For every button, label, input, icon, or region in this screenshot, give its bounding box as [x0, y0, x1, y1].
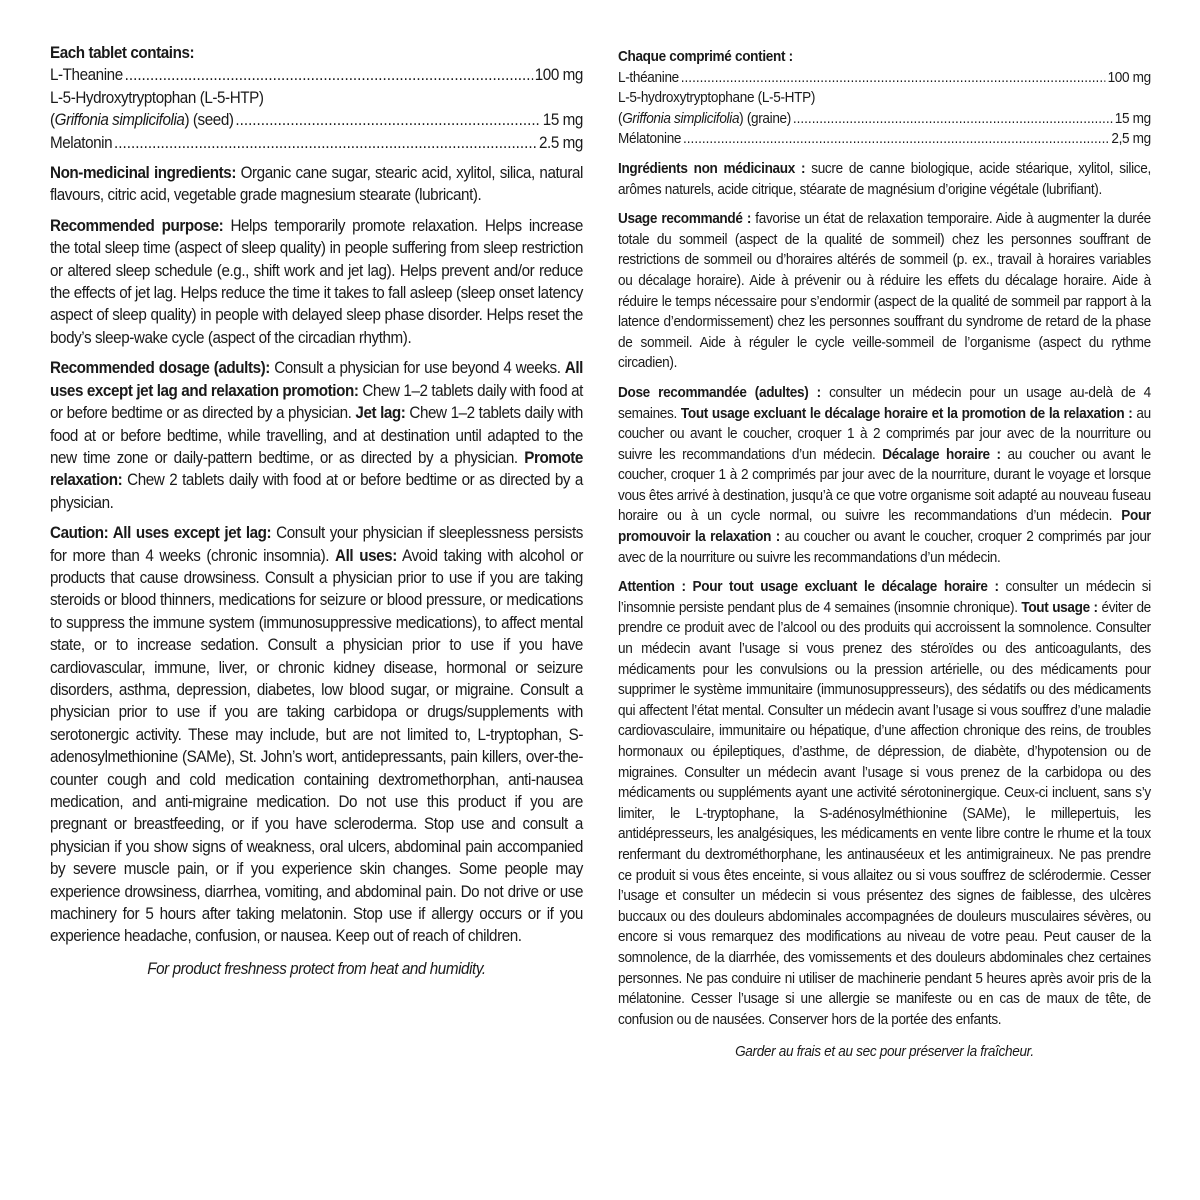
ingredient-row [50, 64, 583, 86]
ingredient-amount: 100 mg [1107, 69, 1151, 86]
ingredient-name: Mélatonine [618, 131, 682, 148]
ingredient-latin: Griffonia simplicifolia [54, 111, 185, 130]
ingredient-amount: 2,5 mg [1111, 131, 1151, 148]
ingredient-amount: 15 mg [542, 111, 583, 130]
ingredient-name: L-Theanine [50, 66, 123, 85]
ingredient-row [618, 129, 1151, 150]
ingredient-row [618, 109, 1151, 130]
ingredient-amount: 2.5 mg [538, 133, 583, 152]
dosage-section: Dose recommandée (adultes) : consulter un médecin pour un usage au-delà de 4 semaines. Tout usage excluant le décalage horaire et la promotion de la relaxation : au coucher ou avant le coucher, croquer 1 à 2 comprimés par jour avec de la nourriture ou suivre les recommandations d’un médecin. Décalage horaire : au coucher ou avant le coucher, croquer 1 à 2 comprimés par jour avec de la nourriture, durant le voyage et lorsque vous êtes arrivé à destination, jusqu’à ce que votre organisme soit adapté au nouveau fuseau horaire ou à un cycle normal, ou suivre les recommandations d’un médecin. Pour promouvoir la relaxation : au coucher ou avant le coucher, croquer 2 comprimés par jour avec de la nourriture ou suivre les recommandations d’un médecin. [618, 384, 1151, 566]
ingredient-source: (Griffonia simplicifolia) (graine) [618, 110, 791, 127]
dosage-section: Recommended dosage (adults): Consult a physician for use beyond 4 weeks. All uses except jet lag and relaxation promotion: Chew 1–2 tablets daily with food at or before bedtime or as directed by a physician. Jet lag: Chew 1–2 tablets daily with food at or before bedtime, while travelling, and at destination until adapted to the new time zone or daily-pattern bedtime, or as directed by a physician. Promote relaxation: Chew 2 tablets daily with food at or before bedtime or as directed by a physician. [50, 359, 583, 512]
contains-heading: Chaque comprimé contient : [618, 49, 793, 65]
ingredient-latin: Griffonia simplicifolia [622, 110, 740, 127]
storage-note: For product freshness protect from heat and humidity. [147, 959, 486, 978]
ingredient-source: (Griffonia simplicifolia) (seed) [50, 111, 234, 130]
ingredient-amount: 15 mg [1114, 110, 1151, 127]
non-medicinal-section: Ingrédients non médicinaux : sucre de canne biologique, acide stéarique, xylitol, silice, arômes naturels, acide citrique, stéarate de magnésium d’origine végétale (lubrifiant). [618, 160, 1151, 198]
ingredient-name: L-théanine [618, 69, 679, 86]
ingredient-row [618, 68, 1151, 89]
ingredient-name: Melatonin [50, 133, 113, 152]
purpose-section: Recommended purpose: Helps temporarily promote relaxation. Helps increase the total sleep time (aspect of sleep quality) in people suffering from sleep restriction or altered sleep schedule (e.g., shift work and jet lag). Helps prevent and/or reduce the effects of jet lag. Helps reduce the time it takes to fall asleep (sleep onset latency aspect of sleep quality) in people with delayed sleep phase disorder. Helps reset the body’s sleep-wake cycle (aspect of the circadian rhythm). [50, 216, 583, 347]
contains-heading: Each tablet contains: [50, 44, 195, 62]
storage-note: Garder au frais et au sec pour préserver la fraîcheur. [735, 1044, 1034, 1061]
ingredient-row [50, 109, 583, 131]
purpose-section: Usage recommandé : favorise un état de relaxation temporaire. Aide à augmenter la durée totale du sommeil (aspect de la qualité de sommeil) chez les personnes souffrant de restrictions de sommeil ou d’horaires altérés de sommeil (p. ex., travail à horaires variables ou décalage horaire). Aide à prévenir ou à réduire les effets du décalage horaire. Aide à réduire le temps nécessaire pour s’endormir (aspect de la qualité de sommeil par rapport à la latence d’endormissement) chez les personnes souffrant du syndrome de retard de la phase de sommeil. Aide à réguler le cycle veille-sommeil de l’organisme (aspect du rythme circadien). [618, 211, 1151, 372]
non-medicinal-section: Non-medicinal ingredients: Organic cane sugar, stearic acid, xylitol, silica, natural flavours, citric acid, vegetable grade magnesium stearate (lubricant). [50, 164, 583, 205]
ingredient-name: L-5-Hydroxytryptophan (L-5-HTP) [50, 88, 264, 107]
french-column [618, 47, 1151, 1063]
caution-section: Attention : Pour tout usage excluant le décalage horaire : consulter un médecin si l’insomnie persiste pendant plus de 4 semaines (insomnie chronique). Tout usage : éviter de prendre ce produit avec de l’alcool ou des produits qui accroissent la somnolence. Consulter un médecin avant l’usage si vous prenez des stéroïdes ou des anticoagulants, des médicaments pour les convulsions ou la pression artérielle, ou des médicaments pour supprimer le système immunitaire (immunosuppresseurs), des sédatifs ou des médicaments qui affectent l’état mental. Consulter un médecin avant l’usage si vous souffrez d’une maladie cardiovasculaire, immunitaire ou hépatique, d’une affection chronique des reins, de troubles hormonaux ou épileptiques, d’asthme, de dépression, de diabète, d’hypotension ou de migraines. Consulter un médecin avant l’usage si vous prenez de la carbidopa ou des médicaments ou suppléments ayant une activité sérotoninergique. Ceux-ci incluent, sans s’y limiter, le L-tryptophane, la S-adénosylméthionine (SAMe), le millepertuis, les antidépresseurs, les analgésiques, les médicaments en vente libre contre le rhume et la toux renfermant du dextrométhorphane, les antinauséeux et les antimigraineux. Ne pas prendre ce produit si vous êtes enceinte, si vous allaitez ou si vous souffrez de sclérodermie. Cesser l’usage et consulter un médecin si vous présentez des signes de faiblesse, des ulcères buccaux ou des douleurs abdominales accompagnées de douleurs musculaires sévères, ou encore si vous remarquez des modifications au niveau de votre peau. Peut causer de la somnolence, de la diarrhée, des vomissements et des douleurs abdominales chez certaines personnes. Ne pas conduire ni utiliser de machinerie pendant 5 heures après avoir pris de la mélatonine. Cesser l’usage si une allergie se manifeste ou en cas de maux de tête, de confusion ou de nausées. Conserver hors de la portée des enfants. [618, 579, 1151, 1028]
ingredient-amount: 100 mg [534, 66, 583, 85]
ingredient-name: L-5-hydroxytryptophane (L-5-HTP) [618, 90, 816, 107]
ingredient-row [50, 132, 583, 154]
english-column [50, 42, 583, 980]
caution-section: Caution: All uses except jet lag: Consult your physician if sleeplessness persists for more than 4 weeks (chronic insomnia). All uses: Avoid taking with alcohol or products that cause drowsiness. Consult a physician prior to use if you are taking steroids or blood thinners, medications for seizure or blood pressure, or medications to suppress the immune system (immunosuppressive medications), to affect mental state, or to increase sedation. Consult a physician prior to use if you have cardiovascular, immune, liver, or chronic kidney disease, hormonal or seizure disorders, asthma, depression, diabetes, low blood sugar, or migraine. Consult a physician prior to use if you are taking carbidopa or drugs/supplements with serotonergic activity. These may include, but are not limited to, L-tryptophan, S-adenosylmethionine (SAMe), St. John’s wort, antidepressants, pain killers, over-the-counter cough and cold medication containing dextromethorphan, anti-nausea medication, and anti-migraine medication. Do not use this product if you are pregnant or breastfeeding, or if you have scleroderma. Stop use and consult a physician if you show signs of weakness, oral ulcers, abdominal pain accompanied by severe muscle pain, or if you experience skin changes. Some people may experience drowsiness, diarrhea, vomiting, and abdominal pain. Do not drive or use machinery for 5 hours after taking melatonin. Stop use if allergy occurs or if you experience headache, confusion, or nausea. Keep out of reach of children. [50, 524, 583, 946]
